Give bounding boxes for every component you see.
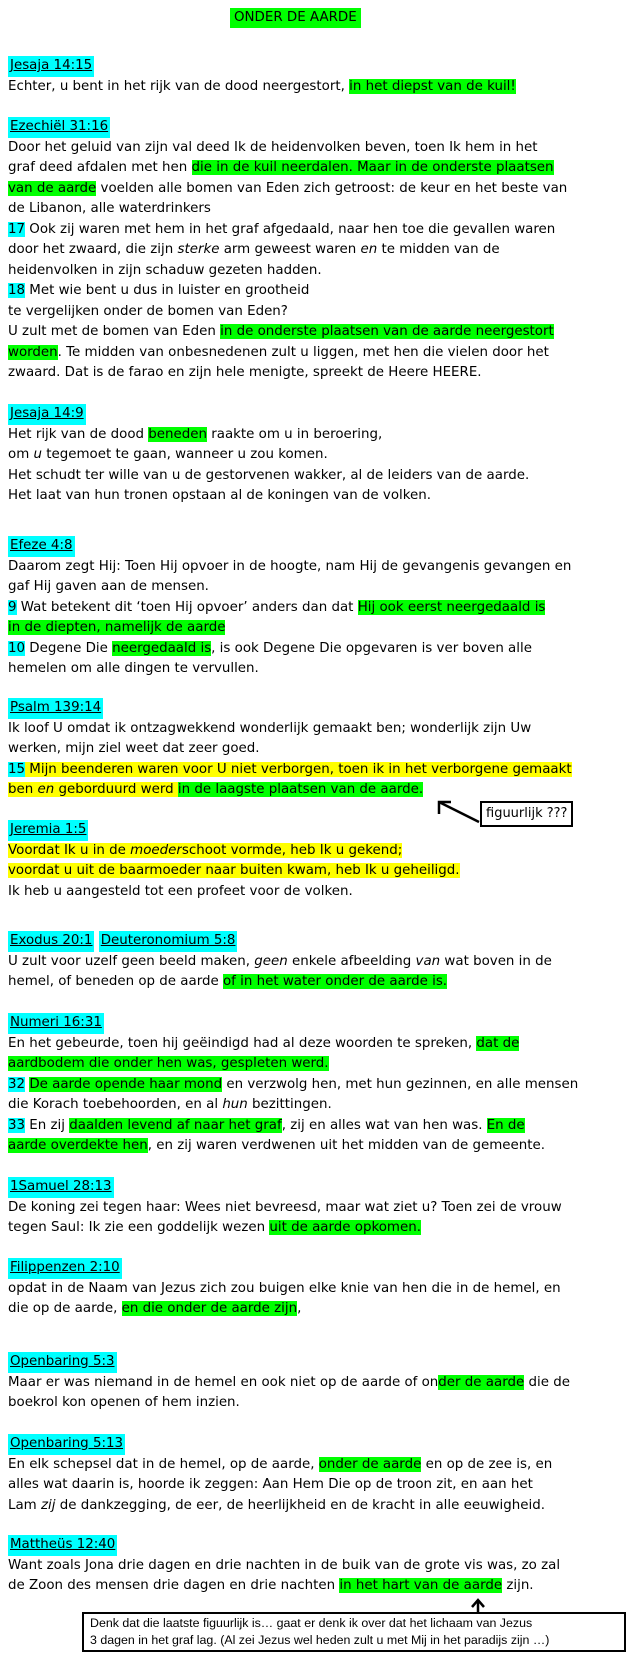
highlight-green: die in de kuil neerdalen. Maar in de onderste plaatsen: [191, 160, 554, 175]
highlight-green: dat de: [476, 1035, 520, 1051]
note-text: Denk dat die laatste figuurlijk is… gaat er denk ik over dat het lichaam van Jezus: [90, 1616, 533, 1630]
verse-reference: Jesaja 14:9: [8, 404, 86, 425]
highlight-yellow: geborduurd werd: [54, 782, 178, 797]
verse-text: graf deed afdalen met hen: [8, 160, 192, 175]
verse-text: hemelen om alle dingen te vervullen.: [8, 661, 259, 676]
section-psalm-139-14: [8, 698, 628, 801]
highlight-green: Hij ook eerst neergedaald is: [357, 599, 546, 615]
verse-number: 32: [8, 1076, 26, 1092]
verse-text: U zult met de bomen van Eden: [8, 324, 221, 339]
section-numeri-16-31: [8, 1013, 628, 1157]
highlight-green: in de laagste plaatsen van de aarde.: [177, 782, 424, 797]
highlight-yellow: Voordat Ik u in de: [8, 842, 131, 858]
verse-text: Het rijk van de dood: [8, 426, 149, 442]
note-text: 3 dagen in het graf lag. (Al zei Jezus wel heden zult u met Mij in het paradijs zijn …): [90, 1633, 550, 1647]
verse-text: zijn.: [502, 1578, 534, 1593]
section-openbaring-5-3: [8, 1352, 628, 1414]
highlight-green: uit de aarde opkomen.: [269, 1220, 421, 1235]
verse-number: 18: [8, 283, 26, 298]
highlight-green: onder de aarde: [318, 1456, 422, 1472]
verse-text: Degene Die: [25, 640, 113, 656]
highlight-yellow: ben: [8, 782, 38, 797]
verse-text: te midden van de: [377, 242, 500, 257]
verse-text: die de: [524, 1374, 570, 1390]
highlight-green: of in het water onder de aarde is.: [222, 974, 448, 989]
highlight-green: en die onder de aarde zijn: [121, 1301, 298, 1316]
highlight-green: En de: [486, 1117, 525, 1133]
note-figuurlijk: figuurlijk ???: [480, 801, 573, 827]
highlight-green: aarde overdekte hen: [8, 1138, 148, 1153]
verse-text: die op de aarde,: [8, 1301, 122, 1316]
verse-text: Daarom zegt Hij: Toen Hij opvoer in de hoogte, nam Hij de gevangenis gevangen en: [8, 558, 572, 574]
verse-text: Ook zij waren met hem in het graf afgedaald, naar hen toe die gevallen waren: [25, 221, 556, 237]
verse-text: , en zij waren verdwenen uit het midden van de gemeente.: [147, 1138, 545, 1153]
verse-text: om: [8, 447, 34, 462]
section-jeremia-1-5: [8, 820, 628, 902]
verse-text: . Te midden van onbesnedenen zult u liggen, met hen die vielen door het: [57, 344, 549, 360]
verse-text: door het zwaard, die zijn: [8, 242, 178, 257]
verse-text-italic: sterke: [177, 242, 220, 257]
verse-text: heidenvolken in zijn schaduw gezeten hadden.: [8, 262, 322, 278]
verse-reference: Mattheüs 12:40: [8, 1535, 117, 1556]
verse-reference: Efeze 4:8: [8, 536, 75, 557]
verse-text: enkele afbeelding: [287, 953, 416, 969]
verse-text: zwaard. Dat is de farao en zijn hele menigte, spreekt de Heere HEERE.: [8, 365, 482, 380]
verse-text: opdat in de Naam van Jezus zich zou buigen elke knie van hen die in de hemel, en: [8, 1280, 561, 1296]
highlight-green: in de diepten, namelijk de aarde: [8, 620, 226, 635]
verse-text: Ik loof U omdat ik ontzagwekkend wonderlijk gemaakt ben; wonderlijk zijn Uw: [8, 720, 532, 736]
verse-text-italic: zij: [40, 1497, 56, 1513]
verse-reference: Jeremia 1:5: [8, 820, 88, 841]
verse-reference: Openbaring 5:13: [8, 1434, 125, 1455]
highlight-green: van de aarde: [8, 180, 97, 196]
highlight-green: in het hart van de aarde: [339, 1578, 503, 1593]
verse-number: 15: [8, 761, 26, 777]
section-mattheus-12-40: [8, 1535, 628, 1597]
verse-text: Lam: [8, 1497, 41, 1513]
highlight-yellow: Mijn beenderen waren voor U niet verborgen, toen ik in het verborgene gemaakt: [25, 761, 572, 777]
section-ezechiel-31-16: [8, 117, 628, 384]
verse-text: En zij: [25, 1117, 70, 1133]
highlight-yellow: voordat u uit de baarmoeder naar buiten kwam, heb Ik u geheiligd.: [8, 863, 460, 878]
verse-text: en op de zee is, en: [421, 1456, 553, 1472]
verse-text: , zij en alles wat van hen was.: [281, 1117, 487, 1133]
verse-text: Het schudt ter wille van u de gestorvenen wakker, al de leiders van de aarde.: [8, 467, 530, 483]
verse-text-italic: van: [415, 953, 441, 969]
verse-text: de Libanon, alle waterdrinkers: [8, 201, 211, 216]
highlight-yellow-italic: en: [37, 782, 55, 797]
highlight-green: daalden levend af naar het graf: [69, 1117, 282, 1133]
note-comment-box: [82, 1612, 626, 1652]
verse-number: 9: [8, 599, 17, 615]
verse-text: wat boven in de: [440, 953, 552, 969]
verse-reference: Exodus 20:1: [8, 931, 94, 952]
section-openbaring-5-13: [8, 1434, 628, 1516]
page-title: ONDER DE AARDE: [230, 8, 361, 28]
verse-reference: Psalm 139:14: [8, 698, 103, 719]
verse-text: Wat betekent dit ‘toen Hij opvoer’ anders dan dat: [16, 599, 358, 615]
verse-reference: 1Samuel 28:13: [8, 1177, 114, 1198]
highlight-green: in de onderste plaatsen van de aarde neergestort: [220, 324, 554, 339]
verse-text: En elk schepsel dat in de hemel, op de aarde,: [8, 1456, 319, 1472]
section-filippenzen-2-10: [8, 1258, 628, 1320]
verse-text: tegen Saul: Ik zie een goddelijk wezen: [8, 1220, 270, 1235]
verse-number: 33: [8, 1117, 26, 1133]
verse-number: 10: [8, 640, 26, 656]
section-1samuel-28-13: [8, 1177, 628, 1239]
verse-text: Ik heb u aangesteld tot een profeet voor de volken.: [8, 883, 353, 899]
highlight-green: der de aarde: [438, 1374, 525, 1390]
verse-reference: Openbaring 5:3: [8, 1352, 117, 1373]
verse-reference: Filippenzen 2:10: [8, 1258, 122, 1279]
verse-text: tegemoet te gaan, wanneer u zou komen.: [42, 447, 328, 462]
verse-text: Het laat van hun tronen opstaan al de koningen van de volken.: [8, 488, 432, 503]
verse-text: De koning zei tegen haar: Wees niet bevreesd, maar wat ziet u? Toen zei de vrouw: [8, 1199, 562, 1215]
verse-text: bezittingen.: [247, 1097, 332, 1112]
highlight-yellow: schoot vormde, heb Ik u gekend;: [181, 842, 403, 858]
verse-text: arm geweest waren: [219, 242, 361, 257]
verse-text: die Korach toebehoorden, en al: [8, 1097, 223, 1112]
verse-text: raakte om u in beroering,: [207, 426, 383, 442]
verse-text-italic: geen: [254, 953, 288, 969]
section-exodus-20-1: [8, 931, 628, 993]
highlight-green: De aarde opende haar mond: [29, 1076, 223, 1092]
verse-text: en verzwolg hen, met hun gezinnen, en alle mensen: [222, 1076, 579, 1092]
verse-text: werken, mijn ziel weet dat zeer goed.: [8, 741, 260, 756]
section-jesaja-14-15: [8, 56, 628, 97]
verse-text: hemel, of beneden op de aarde: [8, 974, 223, 989]
verse-text: Want zoals Jona drie dagen en drie nachten in de buik van de grote vis was, zo zal: [8, 1557, 561, 1573]
verse-reference: Deuteronomium 5:8: [99, 931, 238, 952]
verse-text: Door het geluid van zijn val deed Ik de heidenvolken beven, toen Ik hem in het: [8, 139, 538, 155]
verse-text: Maar er was niemand in de hemel en ook niet op de aarde of on: [8, 1374, 439, 1390]
verse-text: En het gebeurde, toen hij geëindigd had al deze woorden te spreken,: [8, 1035, 477, 1051]
section-jesaja-14-9: [8, 404, 628, 507]
highlight-green: beneden: [148, 426, 207, 442]
verse-text: de dankzegging, de eer, de heerlijkheid en de kracht in alle eeuwigheid.: [55, 1497, 545, 1513]
highlight-green: aardbodem die onder hen was, gespleten werd.: [8, 1056, 329, 1071]
section-efeze-4-8: [8, 536, 628, 680]
verse-text: alles wat daarin is, hoorde ik zeggen: Aan Hem Die op de troon zit, en aan het: [8, 1477, 533, 1492]
highlight-green: worden: [8, 344, 58, 360]
highlight-green: neergedaald is: [112, 640, 212, 656]
verse-text-italic: u: [33, 447, 42, 462]
verse-text: U zult voor uzelf geen beeld maken,: [8, 953, 255, 969]
verse-text: Met wie bent u dus in luister en grootheid: [25, 283, 310, 298]
verse-text: voelden alle bomen van Eden zich getroost: de keur en het beste van: [96, 180, 568, 196]
verse-text: Echter, u bent in het rijk van de dood neergestort,: [8, 78, 350, 94]
highlight-green: in het diepst van de kuil!: [349, 78, 516, 94]
verse-text: ,: [297, 1301, 302, 1316]
verse-text: gaf Hij gaven aan de mensen.: [8, 579, 209, 594]
verse-text-italic: en: [360, 242, 378, 257]
verse-number: 17: [8, 221, 26, 237]
verse-reference: Jesaja 14:15: [8, 56, 94, 77]
highlight-yellow-italic: moeder: [130, 842, 182, 858]
verse-text-italic: hun: [222, 1097, 248, 1112]
verse-text: de Zoon des mensen drie dagen en drie nachten: [8, 1578, 340, 1593]
verse-text: boekrol kon openen of hem inzien.: [8, 1395, 240, 1410]
verse-text: , is ook Degene Die opgevaren is ver boven alle: [211, 640, 532, 656]
verse-reference: Ezechiël 31:16: [8, 117, 110, 138]
verse-text: te vergelijken onder de bomen van Eden?: [8, 303, 288, 319]
verse-reference: Numeri 16:31: [8, 1013, 104, 1034]
